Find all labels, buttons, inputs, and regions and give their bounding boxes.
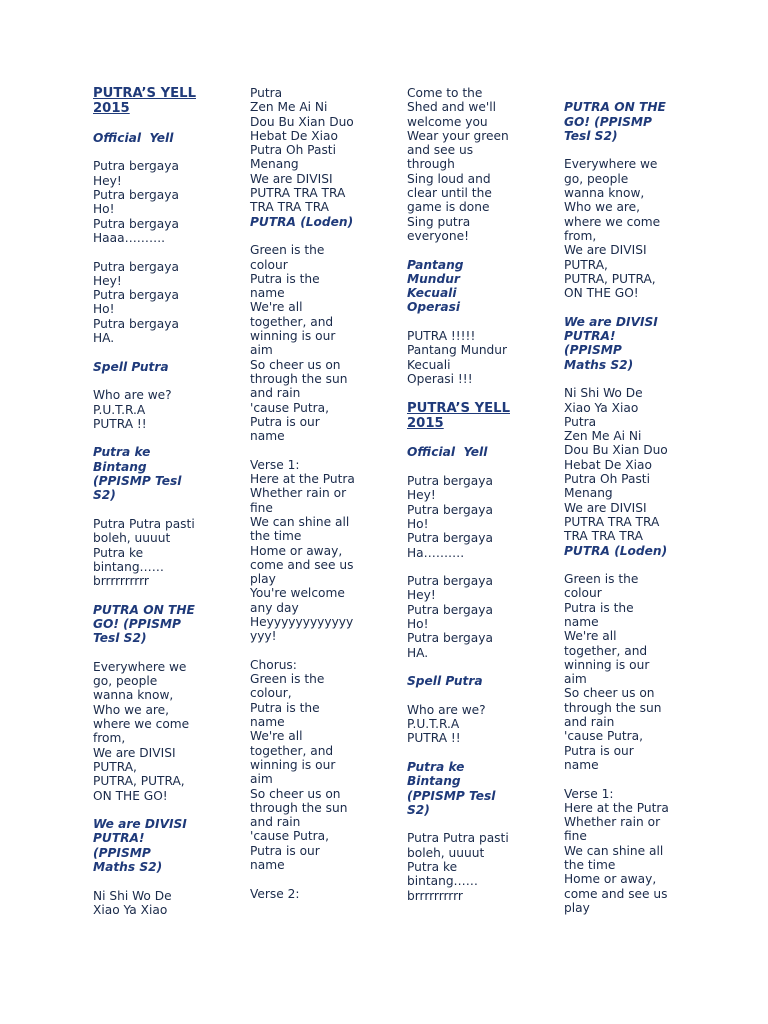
lyrics-block (407, 329, 555, 386)
lyrics-block (93, 159, 241, 245)
lyrics-block-text: Putra bergaya Hey! Putra bergaya Ho! Putra bergaya HA. (93, 259, 179, 346)
lyrics-block (407, 703, 555, 746)
lyrics-block-text: Putra Putra pasti boleh, uuuut Putra ke bintang…… brrrrrrrrrr (407, 831, 509, 903)
section-heading (93, 360, 241, 374)
lyrics-block (250, 243, 398, 443)
section-title-text: PUTRA’S YELL 2015 (407, 400, 510, 431)
lyrics-block (407, 574, 555, 660)
section-heading-text: Putra ke Bintang (PPISMP Tesl S2) (93, 445, 182, 503)
credit-heading: PUTRA (Loden) (564, 543, 668, 558)
lyrics-block (407, 831, 555, 902)
lyrics-block-text: Chorus: Green is the colour, Putra is the name We're all together, and winning is our aim So cheer us on through the sun and rain 'cause Putra, Putra is our name (250, 657, 348, 873)
lyrics-block-text: Who are we? P.U.T.R.A PUTRA !! (93, 388, 172, 431)
section-heading-text: Official Yell (407, 445, 488, 460)
lyrics-block-text: Everywhere we go, people wanna know, Who we are, where we come from, We are DIVISI PUTRA, PUTRA, PUTRA, ON THE GO! (564, 157, 661, 301)
column-1 (93, 86, 241, 932)
lyrics-block-text: Who are we? P.U.T.R.A PUTRA !! (407, 702, 486, 746)
lyrics-block-text: Green is the colour Putra is the name We're all together, and winning is our aim So cheer us on through the sun and rain 'cause Putra, Putra is our name (564, 572, 662, 772)
lyrics-block-text: Putra bergaya Hey! Putra bergaya Ho! Putra bergaya Haaa………. (93, 159, 179, 245)
lyrics-block-text: Everywhere we go, people wanna know, Who we are, where we come from, We are DIVISI PUTRA, PUTRA, PUTRA, ON THE GO! (93, 659, 190, 803)
column-3 (407, 86, 555, 917)
section-heading-text: Official Yell (93, 130, 174, 145)
lyrics-block-text: Come to the Shed and we'll welcome you Wear your green and see us through Sing loud and clear until the game is done Sing putra everyone! (407, 86, 509, 243)
lyrics-block-text: Putra Zen Me Ai Ni Dou Bu Xian Duo Hebat De Xiao Putra Oh Pasti Menang We are DIVISI PUTRA TRA TRA TRA TRA TRA (250, 86, 354, 215)
lyrics-block-text: PUTRA !!!!! Pantang Mundur Kecuali Operasi !!! (407, 329, 508, 386)
lyrics-block (564, 572, 712, 772)
lyrics-block (93, 260, 241, 346)
section-heading-text: Pantang Mundur Kecuali Operasi (407, 257, 464, 315)
lyrics-block-text: Putra bergaya Hey! Putra bergaya Ho! Putra bergaya HA. (407, 574, 493, 660)
lyrics-block (93, 889, 241, 918)
section-heading (93, 445, 241, 502)
column-2 (250, 86, 398, 915)
section-title-text: PUTRA’S YELL 2015 (93, 86, 196, 117)
credit-heading: PUTRA (Loden) (250, 214, 354, 229)
lyrics-block (407, 86, 555, 243)
lyrics-block-text: Green is the colour Putra is the name We're all together, and winning is our aim So cheer us on through the sun and rain 'cause Putra, Putra is our name (250, 243, 348, 444)
section-heading (93, 131, 241, 145)
section-heading-text: Putra ke Bintang (PPISMP Tesl S2) (407, 759, 496, 817)
lyrics-block (564, 386, 712, 558)
lyrics-block (250, 887, 398, 901)
lyrics-block-text: Putra Putra pasti boleh, uuuut Putra ke bintang…… brrrrrrrrrr (93, 516, 195, 589)
section-heading (564, 100, 712, 143)
section-heading (93, 603, 241, 646)
lyrics-block (250, 458, 398, 644)
lyrics-block-text: Ni Shi Wo De Xiao Ya Xiao Putra Zen Me Ai Ni Dou Bu Xian Duo Hebat De Xiao Putra Oh Pasti Menang We are DIVISI PUTRA TRA TRA TRA TRA TRA (564, 386, 668, 544)
lyrics-block-text: Putra bergaya Hey! Putra bergaya Ho! Putra bergaya Ha………. (407, 474, 493, 560)
section-heading-text: Spell Putra (93, 359, 169, 374)
lyrics-block-text: Ni Shi Wo De Xiao Ya Xiao (93, 888, 172, 917)
section-heading (407, 674, 555, 688)
section-title (407, 401, 555, 432)
section-heading-text: We are DIVISI PUTRA! (PPISMP Maths S2) (93, 817, 187, 875)
section-heading-text: PUTRA ON THE GO! (PPISMP Tesl S2) (564, 100, 666, 143)
section-heading-text: PUTRA ON THE GO! (PPISMP Tesl S2) (93, 602, 195, 646)
lyrics-block-text: Verse 2: (250, 886, 300, 901)
section-heading (564, 315, 712, 372)
lyrics-block (93, 388, 241, 431)
section-heading (407, 258, 555, 315)
lyrics-block (407, 474, 555, 560)
lyrics-block-text: Verse 1: Here at the Putra Whether rain or fine We can shine all the time Home or away, come and see us play (564, 786, 669, 915)
column-4 (564, 86, 712, 930)
lyrics-block (93, 660, 241, 803)
lyrics-block (564, 157, 712, 300)
section-heading (407, 445, 555, 459)
lyrics-block (93, 517, 241, 588)
section-heading-text: Spell Putra (407, 674, 483, 689)
section-title (93, 86, 241, 117)
lyrics-block (250, 658, 398, 872)
section-heading (93, 817, 241, 874)
lyrics-block (250, 86, 398, 229)
lyrics-block-text: Verse 1: Here at the Putra Whether rain or fine We can shine all the time Home or away, come and see us play You're welcome any day Heyyyyyyyyyyyy yyy! (250, 457, 355, 644)
lyrics-block (564, 787, 712, 916)
section-heading-text: We are DIVISI PUTRA! (PPISMP Maths S2) (564, 314, 658, 372)
section-heading (407, 760, 555, 817)
